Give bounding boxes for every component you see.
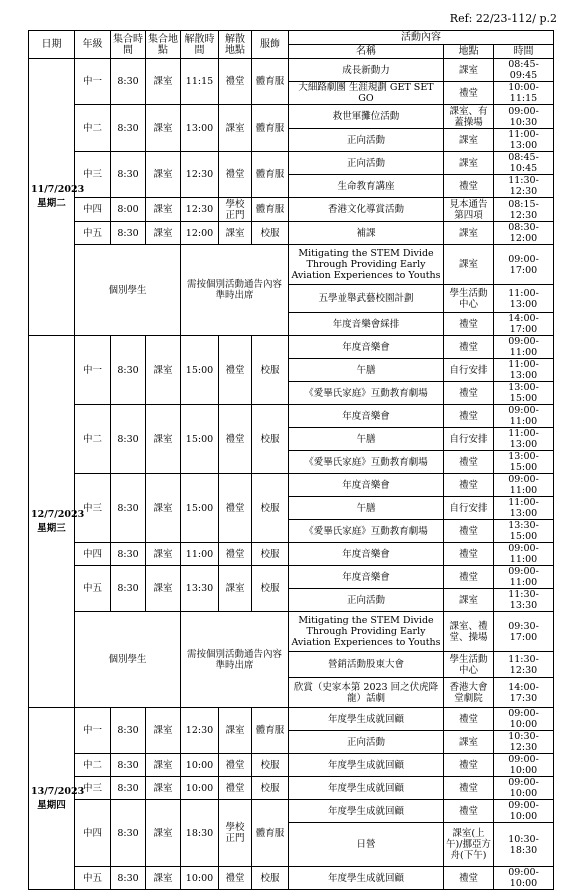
weekday-text: 星期二 xyxy=(37,198,66,209)
gather-place-cell: 課室 xyxy=(146,754,181,777)
grade-cell: 中四 xyxy=(75,198,111,222)
grade-cell: 中一 xyxy=(75,336,111,405)
table-row xyxy=(29,612,554,652)
activity-name-cell: 年度學生成就回顧 xyxy=(289,708,444,731)
activity-name-cell: 午膳 xyxy=(289,497,444,520)
activity-place-cell: 課室 xyxy=(444,222,494,245)
gather-time-cell: 8:30 xyxy=(111,754,146,777)
table-row xyxy=(29,708,554,731)
gather-time-cell: 8:30 xyxy=(111,152,146,198)
activity-place-cell: 禮堂 xyxy=(444,82,494,105)
attire-cell: 體育服 xyxy=(252,59,289,105)
schedule-table xyxy=(28,30,554,890)
activity-time-cell: 09:00-10:00 xyxy=(494,777,554,800)
table-row xyxy=(29,59,554,82)
activity-name-cell: 大細路劇團 生涯規劃 GET SET GO xyxy=(289,82,444,105)
activity-name-cell: 營銷活動股東大會 xyxy=(289,652,444,678)
grade-cell: 中三 xyxy=(75,474,111,543)
activity-time-cell: 11:30-12:30 xyxy=(494,175,554,198)
activity-place-cell: 見本通告第四項 xyxy=(444,198,494,222)
reference-number: Ref: 22/23-112/ p.2 xyxy=(449,12,557,25)
gather-place-cell: 課室 xyxy=(146,708,181,754)
dismiss-time-cell: 10:00 xyxy=(181,867,219,890)
gather-place-cell: 課室 xyxy=(146,405,181,474)
activity-time-cell: 11:00-13:00 xyxy=(494,497,554,520)
gather-place-cell: 課室 xyxy=(146,336,181,405)
header-dismiss-time: 解散時間 xyxy=(181,31,219,59)
activity-name-cell: 《愛畢氏家庭》互動教育劇場 xyxy=(289,451,444,474)
activity-time-cell: 09:00-10:00 xyxy=(494,867,554,890)
gather-time-cell: 8:30 xyxy=(111,222,146,245)
gather-time-cell: 8:30 xyxy=(111,566,146,612)
header-date: 日期 xyxy=(29,31,75,59)
activity-time-cell: 09:00-11:00 xyxy=(494,336,554,359)
activity-time-cell: 10:00-11:15 xyxy=(494,82,554,105)
activity-place-cell: 課室、有蓋操場 xyxy=(444,105,494,129)
grade-cell: 中五 xyxy=(75,222,111,245)
dismiss-time-cell: 11:00 xyxy=(181,543,219,566)
activity-name-cell: 生命教育講座 xyxy=(289,175,444,198)
table-row xyxy=(29,754,554,777)
dismiss-place-cell: 禮堂 xyxy=(219,405,252,474)
activity-place-cell: 禮堂 xyxy=(444,474,494,497)
grade-cell: 中二 xyxy=(75,754,111,777)
dismiss-time-cell: 10:00 xyxy=(181,754,219,777)
dismiss-time-cell: 13:30 xyxy=(181,566,219,612)
activity-name-cell: 《愛畢氏家庭》互動教育劇場 xyxy=(289,520,444,543)
gather-time-cell: 8:00 xyxy=(111,198,146,222)
activity-place-cell: 禮堂 xyxy=(444,566,494,589)
activity-time-cell: 11:00-13:00 xyxy=(494,129,554,152)
activity-name-cell: 年度音樂會 xyxy=(289,474,444,497)
activity-place-cell: 禮堂 xyxy=(444,175,494,198)
activity-time-cell: 11:00-13:00 xyxy=(494,428,554,451)
table-row xyxy=(29,245,554,285)
activity-place-cell: 禮堂 xyxy=(444,543,494,566)
day-date-cell xyxy=(29,59,85,336)
attire-cell: 校服 xyxy=(252,474,289,543)
date-text: 11/7/2023 xyxy=(31,184,85,195)
activity-name-cell: 年度音樂會綵排 xyxy=(289,313,444,336)
activity-place-cell: 自行安排 xyxy=(444,359,494,382)
gather-place-cell: 課室 xyxy=(146,867,181,890)
dismiss-time-cell: 15:00 xyxy=(181,474,219,543)
activity-place-cell: 禮堂 xyxy=(444,708,494,731)
gather-time-cell: 8:30 xyxy=(111,543,146,566)
activity-place-cell: 禮堂 xyxy=(444,313,494,336)
dismiss-place-cell: 禮堂 xyxy=(219,543,252,566)
activity-name-cell: 正向活動 xyxy=(289,129,444,152)
grade-cell: 中四 xyxy=(75,800,111,867)
dismiss-place-cell: 學校正門 xyxy=(219,800,252,867)
attire-cell: 校服 xyxy=(252,867,289,890)
gather-time-cell: 8:30 xyxy=(111,474,146,543)
activity-name-cell: Mitigating the STEM Divide Through Providing Early Aviation Experiences to Youths xyxy=(289,612,444,652)
activity-place-cell: 禮堂 xyxy=(444,382,494,405)
activity-place-cell: 課室(上午)/挪亞方舟(下午) xyxy=(444,823,494,867)
day-date-cell xyxy=(29,708,85,890)
activity-place-cell: 課室 xyxy=(444,731,494,754)
header-gather-time: 集合時間 xyxy=(111,31,146,59)
attire-cell: 校服 xyxy=(252,777,289,800)
activity-time-cell: 09:30-17:00 xyxy=(494,612,554,652)
dismiss-time-cell: 13:00 xyxy=(181,105,219,152)
activity-name-cell: 日營 xyxy=(289,823,444,867)
activity-time-cell: 10:30-12:30 xyxy=(494,731,554,754)
activity-name-cell: 正向活動 xyxy=(289,731,444,754)
activity-time-cell: 10:30-18:30 xyxy=(494,823,554,867)
attire-cell: 體育服 xyxy=(252,152,289,198)
table-row xyxy=(29,222,554,245)
gather-place-cell: 課室 xyxy=(146,105,181,152)
dismiss-time-cell: 15:00 xyxy=(181,405,219,474)
gather-time-cell: 8:30 xyxy=(111,800,146,867)
dismiss-place-cell: 禮堂 xyxy=(219,59,252,105)
activity-place-cell: 禮堂 xyxy=(444,336,494,359)
dismiss-place-cell: 課室 xyxy=(219,566,252,612)
grade-cell: 中五 xyxy=(75,867,111,890)
activity-place-cell: 課室 xyxy=(444,589,494,612)
dismiss-place-cell: 禮堂 xyxy=(219,336,252,405)
activity-name-cell: 年度音樂會 xyxy=(289,336,444,359)
grade-cell: 中五 xyxy=(75,566,111,612)
activity-time-cell: 09:00-10:30 xyxy=(494,105,554,129)
activity-time-cell: 08:15-12:30 xyxy=(494,198,554,222)
weekday-text: 星期四 xyxy=(37,799,66,811)
table-row xyxy=(29,405,554,428)
day-date-cell xyxy=(29,336,85,708)
activity-place-cell: 禮堂 xyxy=(444,754,494,777)
table-row xyxy=(29,152,554,175)
dismiss-place-cell: 課室 xyxy=(219,222,252,245)
grade-cell: 中三 xyxy=(75,777,111,800)
dismiss-place-cell: 禮堂 xyxy=(219,754,252,777)
gather-place-cell: 課室 xyxy=(146,566,181,612)
individual-students-note: 需按個別活動通告內容準時出席 xyxy=(181,612,289,708)
header-activity-place: 地點 xyxy=(444,45,494,59)
gather-time-cell: 8:30 xyxy=(111,405,146,474)
individual-students-label: 個別學生 xyxy=(75,245,181,336)
activity-name-cell: 正向活動 xyxy=(289,589,444,612)
activity-time-cell: 14:00-17:00 xyxy=(494,313,554,336)
dismiss-time-cell: 18:30 xyxy=(181,800,219,867)
gather-time-cell: 8:30 xyxy=(111,867,146,890)
individual-students-note: 需按個別活動通告內容準時出席 xyxy=(181,245,289,336)
activity-place-cell: 禮堂 xyxy=(444,451,494,474)
grade-cell: 中三 xyxy=(75,152,111,198)
attire-cell: 校服 xyxy=(252,222,289,245)
activity-time-cell: 08:30-12:00 xyxy=(494,222,554,245)
activity-name-cell: 香港文化導賞活動 xyxy=(289,198,444,222)
activity-time-cell: 08:45-09:45 xyxy=(494,59,554,82)
dismiss-time-cell: 15:00 xyxy=(181,336,219,405)
activity-time-cell: 09:00-11:00 xyxy=(494,543,554,566)
table-row xyxy=(29,777,554,800)
activity-time-cell: 09:00-11:00 xyxy=(494,405,554,428)
activity-name-cell: 年度音樂會 xyxy=(289,566,444,589)
gather-place-cell: 課室 xyxy=(146,474,181,543)
header-grade: 年級 xyxy=(75,31,111,59)
header-activity-time: 時間 xyxy=(494,45,554,59)
attire-cell: 體育服 xyxy=(252,800,289,867)
activity-place-cell: 自行安排 xyxy=(444,497,494,520)
dismiss-time-cell: 10:00 xyxy=(181,777,219,800)
dismiss-place-cell: 禮堂 xyxy=(219,152,252,198)
attire-cell: 體育服 xyxy=(252,198,289,222)
dismiss-place-cell: 課室 xyxy=(219,105,252,152)
gather-time-cell: 8:30 xyxy=(111,708,146,754)
activity-time-cell: 11:30-13:30 xyxy=(494,589,554,612)
gather-place-cell: 課室 xyxy=(146,152,181,198)
dismiss-place-cell: 禮堂 xyxy=(219,867,252,890)
grade-cell: 中二 xyxy=(75,105,111,152)
gather-place-cell: 課室 xyxy=(146,59,181,105)
activity-name-cell: 正向活動 xyxy=(289,152,444,175)
gather-time-cell: 8:30 xyxy=(111,59,146,105)
table-row xyxy=(29,543,554,566)
activity-place-cell: 學生活動中心 xyxy=(444,285,494,313)
dismiss-time-cell: 12:30 xyxy=(181,198,219,222)
grade-cell: 中一 xyxy=(75,708,111,754)
activity-time-cell: 11:00-13:00 xyxy=(494,285,554,313)
table-row xyxy=(29,198,554,222)
individual-students-label: 個別學生 xyxy=(75,612,181,708)
activity-time-cell: 13:00-15:00 xyxy=(494,451,554,474)
activity-time-cell: 14:00-17:30 xyxy=(494,678,554,708)
activity-place-cell: 禮堂 xyxy=(444,520,494,543)
activity-name-cell: 年度學生成就回顧 xyxy=(289,800,444,823)
date-text: 12/7/2023 xyxy=(31,508,85,520)
attire-cell: 體育服 xyxy=(252,708,289,754)
table-row xyxy=(29,105,554,129)
weekday-text: 星期三 xyxy=(37,522,66,534)
table-row xyxy=(29,867,554,890)
activity-name-cell: 年度音樂會 xyxy=(289,405,444,428)
activity-name-cell: 成長新動力 xyxy=(289,59,444,82)
activity-name-cell: 年度音樂會 xyxy=(289,543,444,566)
activity-place-cell: 禮堂 xyxy=(444,867,494,890)
activity-place-cell: 課室 xyxy=(444,129,494,152)
attire-cell: 校服 xyxy=(252,543,289,566)
schedule-body xyxy=(29,59,554,890)
gather-place-cell: 課室 xyxy=(146,777,181,800)
header-dismiss-place: 解散地點 xyxy=(219,31,252,59)
activity-name-cell: 年度學生成就回顧 xyxy=(289,777,444,800)
attire-cell: 校服 xyxy=(252,405,289,474)
activity-place-cell: 自行安排 xyxy=(444,428,494,451)
header-activity: 活動內容 xyxy=(289,31,554,45)
activity-time-cell: 11:30-12:30 xyxy=(494,652,554,678)
activity-place-cell: 禮堂 xyxy=(444,777,494,800)
activity-name-cell: Mitigating the STEM Divide Through Providing Early Aviation Experiences to Youths xyxy=(289,245,444,285)
dismiss-place-cell: 學校正門 xyxy=(219,198,252,222)
activity-place-cell: 香港大會堂劇院 xyxy=(444,678,494,708)
gather-place-cell: 課室 xyxy=(146,222,181,245)
activity-name-cell: 救世軍攤位活動 xyxy=(289,105,444,129)
activity-name-cell: 《愛畢氏家庭》互動教育劇場 xyxy=(289,382,444,405)
table-row xyxy=(29,566,554,589)
attire-cell: 校服 xyxy=(252,754,289,777)
gather-place-cell: 課室 xyxy=(146,800,181,867)
activity-place-cell: 課室 xyxy=(444,245,494,285)
gather-time-cell: 8:30 xyxy=(111,105,146,152)
activity-name-cell: 年度學生成就回顧 xyxy=(289,754,444,777)
activity-time-cell: 09:00-10:00 xyxy=(494,800,554,823)
date-text: 13/7/2023 xyxy=(31,785,85,797)
table-row xyxy=(29,800,554,823)
activity-place-cell: 課室 xyxy=(444,59,494,82)
dismiss-time-cell: 12:30 xyxy=(181,152,219,198)
dismiss-place-cell: 禮堂 xyxy=(219,474,252,543)
dismiss-time-cell: 12:00 xyxy=(181,222,219,245)
activity-time-cell: 09:00-10:00 xyxy=(494,754,554,777)
activity-name-cell: 欣賞（史家本第 2023 回之伏虎降龍）話劇 xyxy=(289,678,444,708)
dismiss-place-cell: 課室 xyxy=(219,708,252,754)
grade-cell: 中四 xyxy=(75,543,111,566)
dismiss-time-cell: 12:30 xyxy=(181,708,219,754)
activity-place-cell: 學生活動中心 xyxy=(444,652,494,678)
gather-time-cell: 8:30 xyxy=(111,777,146,800)
gather-place-cell: 課室 xyxy=(146,198,181,222)
activity-name-cell: 年度學生成就回顧 xyxy=(289,867,444,890)
activity-time-cell: 09:00-17:00 xyxy=(494,245,554,285)
activity-place-cell: 課室、禮堂、操場 xyxy=(444,612,494,652)
dismiss-place-cell: 禮堂 xyxy=(219,777,252,800)
activity-name-cell: 午膳 xyxy=(289,428,444,451)
activity-time-cell: 09:00-11:00 xyxy=(494,474,554,497)
activity-place-cell: 課室 xyxy=(444,152,494,175)
dismiss-time-cell: 11:15 xyxy=(181,59,219,105)
activity-time-cell: 13:30-15:00 xyxy=(494,520,554,543)
gather-place-cell: 課室 xyxy=(146,543,181,566)
activity-time-cell: 08:45-10:45 xyxy=(494,152,554,175)
grade-cell: 中二 xyxy=(75,405,111,474)
attire-cell: 校服 xyxy=(252,336,289,405)
table-row xyxy=(29,474,554,497)
header-gather-place: 集合地點 xyxy=(146,31,181,59)
gather-time-cell: 8:30 xyxy=(111,336,146,405)
activity-name-cell: 午膳 xyxy=(289,359,444,382)
attire-cell: 校服 xyxy=(252,566,289,612)
activity-place-cell: 禮堂 xyxy=(444,800,494,823)
activity-place-cell: 禮堂 xyxy=(444,405,494,428)
header-attire: 服飾 xyxy=(252,31,289,59)
grade-cell: 中一 xyxy=(75,59,111,105)
attire-cell: 體育服 xyxy=(252,105,289,152)
header-activity-name: 名稱 xyxy=(289,45,444,59)
activity-name-cell: 補課 xyxy=(289,222,444,245)
activity-name-cell: 五學並舉武藝校園計劃 xyxy=(289,285,444,313)
activity-time-cell: 11:00-13:00 xyxy=(494,359,554,382)
activity-time-cell: 09:00-10:00 xyxy=(494,708,554,731)
table-row xyxy=(29,336,554,359)
activity-time-cell: 09:00-11:00 xyxy=(494,566,554,589)
activity-time-cell: 13:00-15:00 xyxy=(494,382,554,405)
